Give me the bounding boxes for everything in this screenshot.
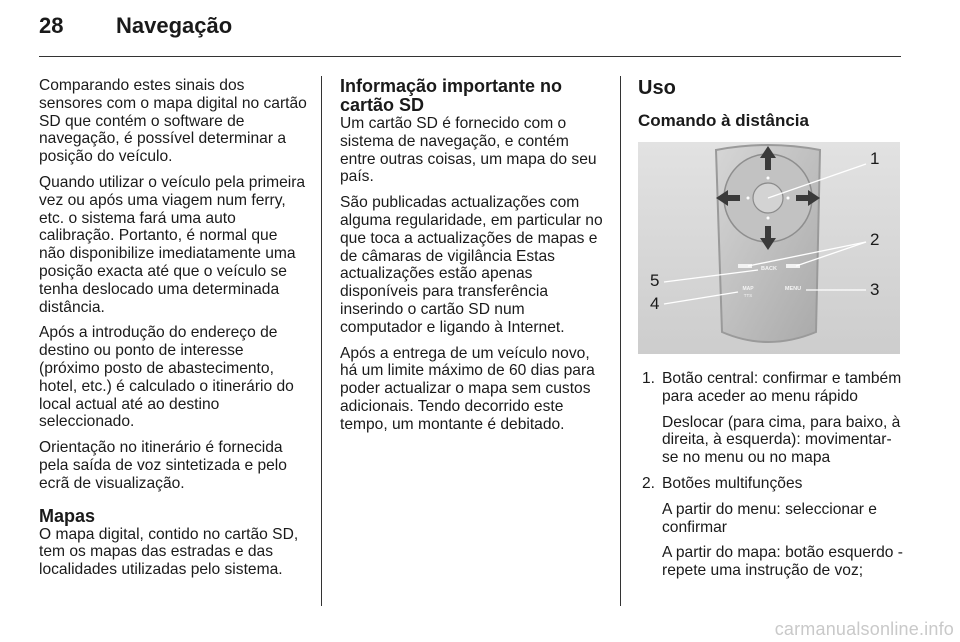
column-1 [39,77,307,587]
header-divider [39,56,901,57]
list-item-text: Botões multifunções [662,474,803,492]
button-menu-label: MENU [784,286,802,292]
button-map-label: MAP [742,286,754,292]
callout-1: 1 [870,149,880,168]
heading-sd-card: Informação importante no cartão SD [340,76,563,115]
column-divider-2 [620,76,621,606]
button-map-sub-label: TTS [743,293,753,298]
page-number: 28 [39,13,64,38]
paragraph-calibration: Quando utilizar o veículo pela primeira vez ou após uma viagem num ferry, etc. o sistema fará uma auto calibração. Portanto, é normal que não disponibilize imediatamente uma posição exacta até que o veículo se tenha deslocado uma determinada distância. [39,173,306,316]
list-item-text: Botão central: confirmar e também para aceder ao menu rápido [662,370,902,405]
column-divider-1 [321,76,322,606]
paragraph-sd-card: Um cartão SD é fornecido com o sistema de navegação, e contém entre outras coisas, um mapa do seu país. [340,115,597,186]
paragraph-maps: O mapa digital, contido no cartão SD, tem os mapas das estradas e das localidades utilizadas pelo sistema. [39,525,299,579]
list-item-text: A partir do mapa: botão esquerdo - repete uma instrução de voz; [662,544,903,580]
callout-5: 5 [650,271,660,290]
list-item-text: Deslocar (para cima, para baixo, à direita, à esquerda): movimentar-se no menu ou no mapa [662,413,901,467]
paragraph-itinerary: Após a introdução do endereço de destino ou ponto de interesse (próximo posto de abastecimento, hotel, etc.) é calculado o itinerário do local actual até ao destino seleccionado. [39,324,294,431]
remote-control-illustration [638,142,900,354]
paragraph-guidance: Orientação no itinerário é fornecida pela saída de voz sintetizada e pelo ecrã de visualização. [39,439,287,492]
heading-remote-control: Comando à distância [638,111,809,130]
column-3 [638,77,906,588]
callout-2: 2 [870,230,880,249]
paragraph-sensors: Comparando estes sinais dos sensores com o mapa digital no cartão SD que contém o software de navegação, é possível determinar a posição do veículo. [39,77,307,166]
list-item [638,370,906,467]
list-item [638,475,906,580]
heading-uso: Uso [638,77,676,99]
chapter-title: Navegação [116,13,233,38]
column-2 [340,77,608,442]
list-item-text: A partir do menu: seleccionar e confirmar [662,500,877,536]
paragraph-updates: São publicadas actualizações com alguma regularidade, em particular no que toca a actualizações de mapas e de câmaras de vigilância Estas actualizações estão apenas disponíveis para transferência inserindo o cartão SD num computador e ligando à Internet. [340,194,603,336]
button-description-list [638,370,906,580]
remote-control-figure [638,142,900,354]
list-item-number: 1. [642,370,656,387]
watermark: carmanualsonline.info [774,619,954,639]
paragraph-update-limit: Após a entrega de um veículo novo, há um limite máximo de 60 dias para poder actualizar o mapa sem custos adicionais. Tendo decorrido este tempo, um montante é debitado. [340,344,595,433]
heading-mapas: Mapas [39,505,96,526]
list-item-number: 2. [642,474,656,492]
callout-4: 4 [650,294,660,313]
callout-3: 3 [870,280,880,299]
button-back-label: BACK [761,266,777,272]
